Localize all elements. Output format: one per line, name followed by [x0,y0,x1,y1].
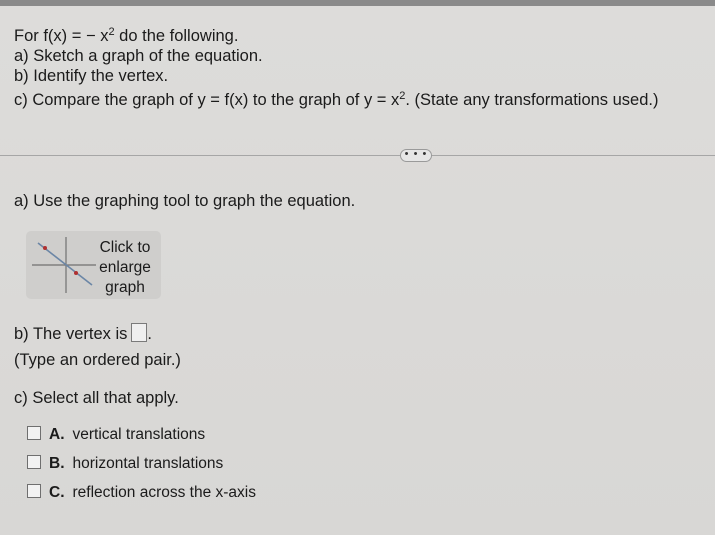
graph-thumbnail-icon [32,235,96,295]
prompt-line-1 [14,26,659,46]
option-a-text: vertical translations [72,426,206,443]
compare-prefix: c) Compare the graph of [14,91,193,109]
graph-thumbnail-label [94,238,156,298]
thumb-label-line-1: Click to [99,239,151,256]
part-c-instruction: c) Select all that apply. [14,389,179,407]
thumb-label-line-2: enlarge [99,259,151,276]
vertex-answer-input[interactable] [131,323,147,342]
function-base: f(x) = − x [43,27,109,45]
enlarge-graph-button[interactable] [26,231,161,299]
function-expression [43,27,114,45]
compare-middle: to the graph of [252,91,360,109]
compare-equation-2-base: y = x [363,91,400,109]
prompt-line-2: a) Sketch a graph of the equation. [14,47,263,65]
vertex-period: . [147,325,152,343]
function-exponent: 2 [108,26,115,38]
option-c-letter: C. [49,484,65,501]
option-b[interactable] [27,455,223,475]
section-divider [0,155,715,156]
option-a[interactable] [27,426,205,446]
compare-equation-1: y = f(x) [197,91,249,109]
vertex-prompt: b) The vertex is [14,325,128,343]
vertex-hint: (Type an ordered pair.) [14,351,181,369]
question-panel [0,6,715,535]
option-a-letter: A. [49,426,65,443]
option-c-text: reflection across the x-axis [72,484,256,501]
thumb-label-line-3: graph [105,279,145,296]
compare-equation-2 [364,91,405,109]
expand-more-button[interactable]: • • • [400,149,432,162]
option-a-checkbox[interactable] [27,426,41,440]
option-c[interactable] [27,484,256,504]
option-b-text: horizontal translations [72,455,224,472]
compare-equation-2-exponent: 2 [399,90,406,102]
option-c-checkbox[interactable] [27,484,41,498]
question-prompt [14,26,659,110]
prompt-line-4 [14,90,659,110]
prompt-instruction: do the following. [119,27,239,45]
part-b [14,323,181,370]
option-b-letter: B. [49,455,65,472]
prompt-for: For [14,27,39,45]
prompt-line-3: b) Identify the vertex. [14,67,169,85]
part-a-instruction: a) Use the graphing tool to graph the equation. [14,192,356,210]
compare-suffix: . (State any transformations used.) [405,91,659,109]
option-b-checkbox[interactable] [27,455,41,469]
vertex-line [14,323,181,344]
